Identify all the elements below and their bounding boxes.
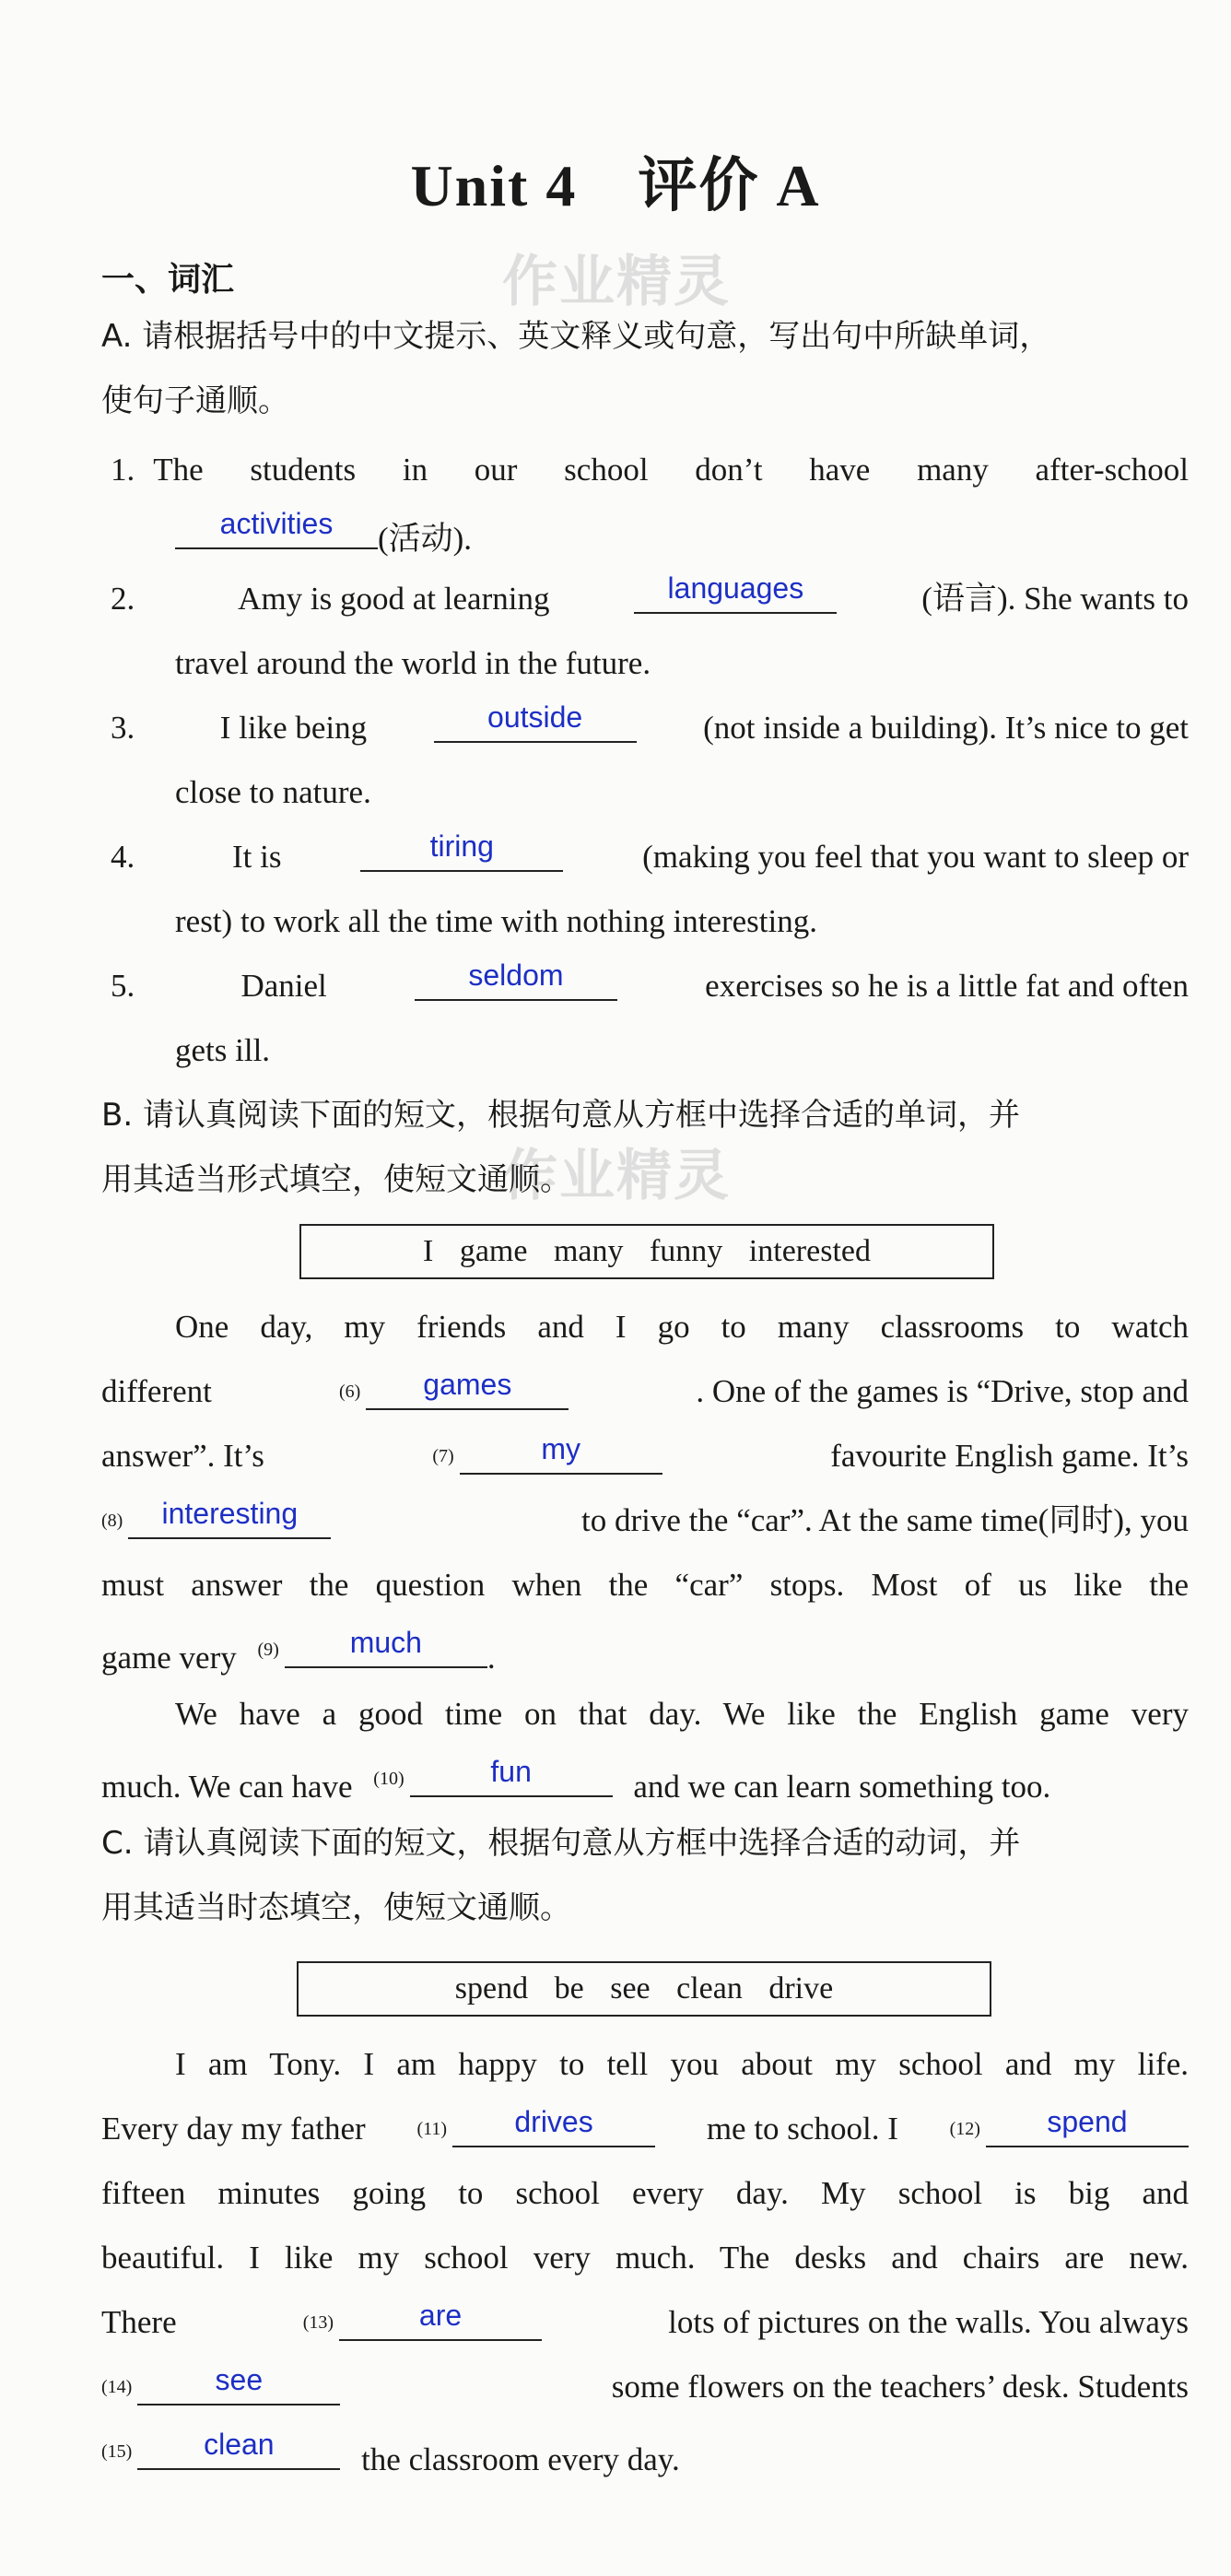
answer-blank[interactable] (128, 1497, 331, 1539)
answer-blank[interactable] (339, 2299, 542, 2341)
question-1-line2 (175, 507, 473, 559)
answer-text: drives (514, 2105, 593, 2138)
passage-line (101, 1368, 1189, 1420)
part-b-instruction: B. 请认真阅读下面的短文，根据句意从方框中选择合适的单词，并 (101, 1097, 1020, 1134)
word-bank-box: spend be see clean drive (297, 1961, 991, 2017)
answer-blank[interactable] (137, 2363, 340, 2405)
passage-text: me to school. I (706, 2111, 898, 2147)
passage-line (101, 2363, 1189, 2416)
answer-blank[interactable] (366, 1368, 569, 1410)
answer-text: activities (219, 507, 334, 540)
question-2-line2: travel around the world in the future. (175, 645, 651, 681)
question-text: (making you feel that you want to sleep or (642, 839, 1189, 875)
question-3 (111, 700, 1189, 748)
passage-line: I am Tony. I am happy to tell you about my school and my life. (175, 2046, 1189, 2082)
blank-number: (6) (338, 1382, 361, 1402)
page-title: Unit 4 评价 A (410, 153, 821, 218)
answer-blank[interactable] (634, 571, 837, 614)
watermark-logo: 作业精灵 (502, 1144, 731, 1208)
question-text: exercises so he is a little fat and often (705, 968, 1189, 1004)
passage-line (101, 1755, 1051, 1807)
answer-blank[interactable] (175, 507, 378, 549)
question-text: (not inside a building). It’s nice to get (703, 710, 1189, 746)
passage-text: game very (101, 1640, 237, 1676)
passage-text: . One of the games is “Drive, stop and (696, 1373, 1189, 1409)
passage-line (101, 2105, 1189, 2158)
passage-line: beautiful. I like my school very much. The desks and chairs are new. (101, 2240, 1189, 2276)
watermark-logo: 作业精灵 (502, 250, 731, 314)
question-text: Amy is good at learning (238, 581, 550, 617)
hint-text: (活动). (378, 521, 473, 557)
question-4 (111, 829, 1189, 877)
passage-line (101, 1497, 1189, 1549)
passage-text: favourite English game. It’s (830, 1438, 1189, 1474)
passage-line: One day, my friends and I go to many classrooms to watch (175, 1309, 1189, 1345)
passage-text: the classroom every day. (361, 2441, 680, 2477)
passage-line (101, 1626, 496, 1678)
answer-text: languages (667, 571, 804, 605)
answer-text: spend (1047, 2105, 1128, 2138)
word-bank-box: I game many funny interested (299, 1224, 994, 1279)
answer-blank[interactable] (415, 959, 617, 1001)
answer-text: outside (487, 700, 583, 734)
answer-text: see (215, 2363, 264, 2396)
question-text: The students in our school don’t have many after-school (153, 452, 1189, 488)
passage-text: answer”. It’s (101, 1438, 264, 1474)
answer-text: tiring (429, 829, 494, 863)
answer-blank[interactable] (285, 1626, 487, 1668)
passage-line (101, 2428, 680, 2480)
question-number: 5. (111, 968, 135, 1004)
question-number: 1. (111, 452, 135, 488)
question-3-line2: close to nature. (175, 774, 371, 810)
section-heading-vocabulary: 一、词汇 (101, 261, 235, 299)
answer-text: my (541, 1432, 581, 1465)
question-text: I like being (219, 710, 368, 746)
answer-blank[interactable] (434, 700, 637, 743)
passage-text: lots of pictures on the walls. You always (668, 2304, 1189, 2340)
answer-text: fun (490, 1755, 532, 1788)
passage-text: much. We can have (101, 1769, 353, 1805)
answer-text: are (418, 2299, 463, 2332)
question-1 (111, 450, 1189, 490)
answer-blank[interactable] (137, 2428, 340, 2470)
answer-text: interesting (161, 1497, 299, 1530)
part-c-instruction: 用其适当时态填空，使短文通顺。 (101, 1889, 571, 1926)
question-5-line2: gets ill. (175, 1032, 271, 1068)
blank-number: (11) (416, 2119, 448, 2139)
passage-line (101, 2299, 1189, 2351)
passage-line: We have a good time on that day. We like the English game very (175, 1696, 1189, 1732)
answer-blank[interactable] (360, 829, 563, 872)
question-5 (111, 959, 1189, 1006)
blank-number: (7) (432, 1446, 454, 1466)
question-2 (111, 571, 1189, 619)
passage-text: and we can learn something too. (633, 1769, 1051, 1805)
part-a-instruction: 使句子通顺。 (101, 382, 289, 419)
question-number: 4. (111, 839, 135, 875)
passage-text: There (101, 2304, 177, 2340)
passage-line: must answer the question when the “car” stops. Most of us like the (101, 1567, 1189, 1603)
part-c-instruction: C. 请认真阅读下面的短文，根据句意从方框中选择合适的动词，并 (101, 1825, 1021, 1862)
answer-blank[interactable] (410, 1755, 613, 1797)
passage-text: some flowers on the teachers’ desk. Students (611, 2369, 1189, 2405)
question-text: Daniel (240, 968, 327, 1004)
blank-number: (14) (101, 2377, 133, 2397)
blank-number: (10) (373, 1769, 404, 1789)
passage-text: different (101, 1373, 212, 1409)
passage-line: fifteen minutes going to school every day. My school is big and (101, 2175, 1189, 2211)
blank-number: (13) (302, 2312, 334, 2333)
passage-text: Every day my father (101, 2111, 366, 2147)
answer-text: much (349, 1626, 422, 1659)
blank-number: (8) (101, 1511, 123, 1531)
passage-line (101, 1432, 1189, 1485)
part-a-instruction: A. 请根据括号中的中文提示、英文释义或句意，写出句中所缺单词， (101, 318, 1051, 355)
answer-text: clean (204, 2428, 275, 2461)
passage-text: to drive the “car”. At the same time(同时), you (581, 1502, 1189, 1538)
question-text: It is (232, 839, 282, 875)
question-text: (语言). She wants to (921, 581, 1189, 617)
blank-number: (15) (101, 2441, 133, 2462)
answer-blank[interactable] (986, 2105, 1189, 2147)
question-number: 2. (111, 581, 135, 617)
passage-text: . (487, 1640, 496, 1676)
answer-text: games (423, 1368, 512, 1401)
blank-number: (12) (949, 2119, 980, 2139)
answer-blank[interactable] (460, 1432, 662, 1475)
answer-text: seldom (468, 959, 564, 992)
part-b-instruction: 用其适当形式填空，使短文通顺。 (101, 1161, 571, 1198)
question-4-line2: rest) to work all the time with nothing interesting. (175, 903, 817, 939)
answer-blank[interactable] (452, 2105, 655, 2147)
blank-number: (9) (257, 1640, 279, 1660)
question-number: 3. (111, 710, 135, 746)
